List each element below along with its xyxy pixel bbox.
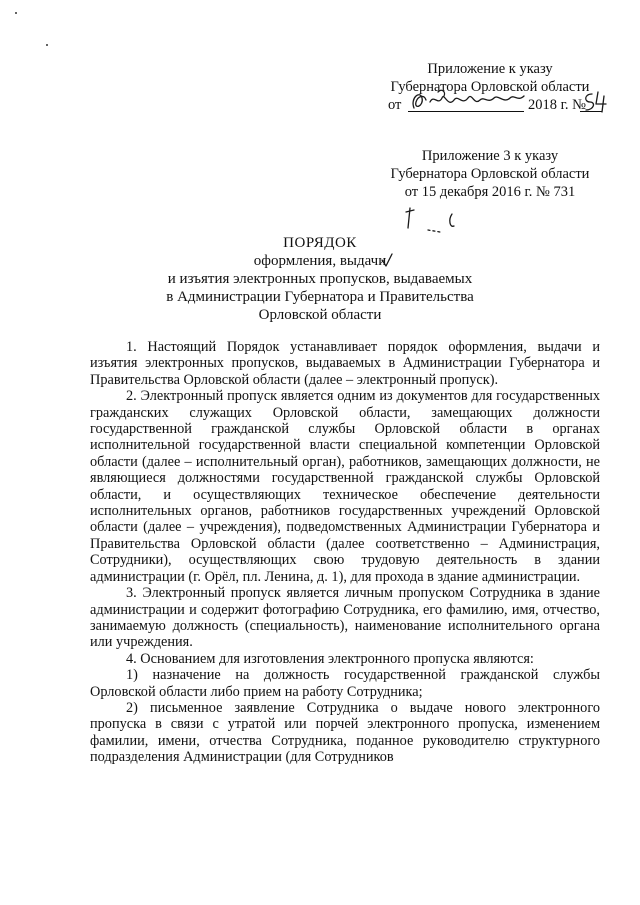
date-prefix: от [388,97,402,113]
paragraph-1: 1. Настоящий Порядок устанавливает порядок оформления, выдачи и изъятия электронных пропусков, выдаваемых в Администрации Губернатора и Правительства Орловской области (далее – электронный пропуск). [90,339,600,388]
paragraph-4: 4. Основанием для изготовления электронного пропуска являются: [126,650,534,667]
title-line-4: Орловской области [258,307,382,323]
paragraph-3: 3. Электронный пропуск является личным пропуском Сотрудника в здание администрации и содержит фотографию Сотрудника, его фамилию, имя, отчество, занимаемую должность (специальность), наименование исполнительного органа или учреждения. [90,585,600,651]
title-line-1-text: оформления, выдачи [253,253,387,269]
appendix-header-original [380,147,600,201]
title-line-3: в Администрации Губернатора и Правительства [166,289,474,305]
handwritten-date-signature [408,86,528,116]
appendix-header-current [380,60,600,114]
handwritten-tick [380,252,394,268]
handwritten-number-signature [580,86,608,116]
document-body [90,339,600,766]
appendix-original-line-3: от 15 декабря 2016 г. № 731 [404,184,576,200]
scan-speck [46,44,48,46]
title-heading: ПОРЯДОК [283,235,357,251]
paragraph-4-item-1: 1) назначение на должность государственной гражданской службы Орловской области либо прием на работу Сотрудника; [90,667,600,700]
appendix-original-line-1: Приложение 3 к указу [421,148,559,164]
document-title [140,234,500,324]
appendix-line-1: Приложение к указу [427,61,553,77]
scan-speck [15,12,17,14]
handwritten-date [408,86,528,116]
paragraph-4-item-2: 2) письменное заявление Сотрудника о выдаче нового электронного пропуска в связи с утратой или порчей электронного пропуска, изменением фамилии, имени, отчества Сотрудника, поданное руководителю структурного подразделения Администрации (для Сотрудников [90,699,600,766]
appendix-original-line-2: Губернатора Орловской области [390,166,590,182]
paragraph-2: 2. Электронный пропуск является одним из документов для государственных гражданских служащих Орловской области, замещающих должности государственной гражданской службы Орловской области в органах исполнительной государственной власти специальной компетенции Орловской области (далее – исполнительный орган), работников, замещающих должности, не являющиеся должностями государственной гражданской службы Орловской области, и осуществляющих техническое обеспечение деятельности исполнительных органов, работников государственных учреждений Орловской области (далее – учреждения), подведомственных Администрации Губернатора и Правительства Орловской области (далее соответственно – Администрация, Сотрудники), осуществляющих свою трудовую деятельность в здании администрации (г. Орёл, пл. Ленина, д. 1), для прохода в здание администрации. [90,388,600,585]
title-line-2: и изъятия электронных пропусков, выдаваемых [167,271,473,287]
date-year-text: 2018 г. № [528,97,587,113]
appendix-date-line [380,96,600,114]
appendix-line-2: Губернатора Орловской области [390,79,590,95]
handwritten-number [580,86,608,116]
title-line-1 [140,252,500,270]
